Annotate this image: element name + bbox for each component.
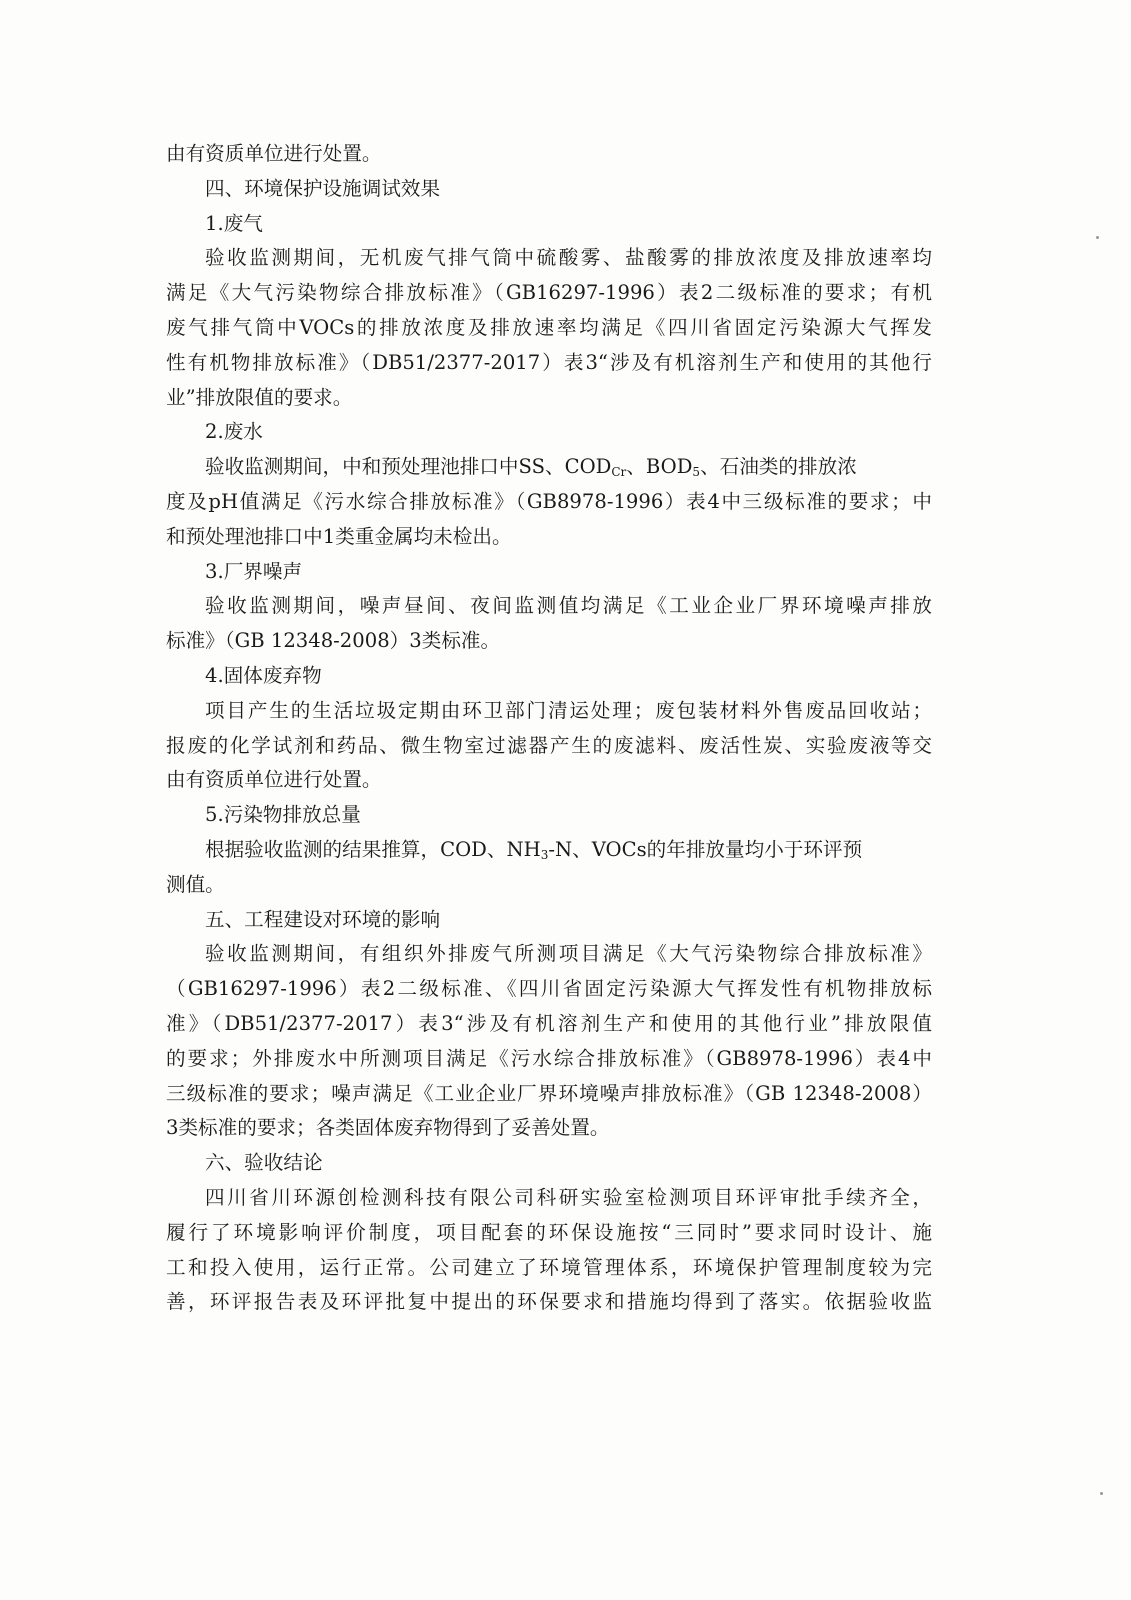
section-heading: 六、验收结论 <box>205 1151 323 1175</box>
text-line: 验收监测期间，有组织外排废气所测项目满足《大气污染物综合排放标准》 <box>205 942 932 966</box>
subscript: 3 <box>540 847 549 862</box>
text-line: 准》（DB51/2377-2017）表3“涉及有机溶剂生产和使用的其他行业”排放限值 <box>166 1011 932 1035</box>
text-line: 满足《大气污染物综合排放标准》（GB16297-1996）表2二级标准的要求；有机 <box>166 281 932 305</box>
section-heading: 五、工程建设对环境的影响 <box>205 907 441 931</box>
text-line: （GB16297-1996）表2二级标准、《四川省固定污染源大气挥发性有机物排放标 <box>166 977 932 1001</box>
subsection-heading: 2.废水 <box>205 420 263 444</box>
text-line: 工和投入使用，运行正常。公司建立了环境管理体系，环境保护管理制度较为完 <box>166 1255 932 1279</box>
text-line: 四川省川环源创检测科技有限公司科研实验室检测项目环评审批手续齐全， <box>205 1185 932 1209</box>
text-line: 3类标准的要求；各类固体废弃物得到了妥善处置。 <box>166 1116 610 1140</box>
section-heading: 四、环境保护设施调试效果 <box>205 176 441 200</box>
subscript: 5 <box>692 465 701 480</box>
text-fragment: 验收监测期间，中和预处理池排口中SS、COD <box>205 455 612 479</box>
text-line: 由有资质单位进行处置。 <box>166 768 382 792</box>
subsection-heading: 1.废气 <box>205 211 263 235</box>
text-fragment: 、BOD <box>626 455 693 479</box>
text-line <box>166 450 932 485</box>
text-line: 验收监测期间，无机废气排气筒中硫酸雾、盐酸雾的排放浓度及排放速率均 <box>205 246 932 270</box>
subsection-heading: 5.污染物排放总量 <box>205 803 361 827</box>
text-line: 的要求；外排废水中所测项目满足《污水综合排放标准》（GB8978-1996）表4中 <box>166 1046 932 1070</box>
text-line: 项目产生的生活垃圾定期由环卫部门清运处理；废包装材料外售废品回收站； <box>205 698 932 722</box>
text-line: 报废的化学试剂和药品、微生物室过滤器产生的废滤料、废活性炭、实验废液等交 <box>166 733 932 757</box>
text-fragment: 、石油类的排放浓 <box>700 455 857 479</box>
text-line: 测值。 <box>166 872 225 896</box>
document-body <box>166 137 932 1320</box>
text-fragment: -N、VOCs的年排放量均小于环评预 <box>548 837 863 861</box>
scan-speck <box>1100 1492 1103 1495</box>
text-line: 由有资质单位进行处置。 <box>166 142 382 165</box>
text-line: 废气排气筒中VOCs的排放浓度及排放速率均满足《四川省固定污染源大气挥发 <box>166 315 932 339</box>
text-line: 性有机物排放标准》（DB51/2377-2017）表3“涉及有机溶剂生产和使用的其他行 <box>166 350 932 374</box>
text-line: 业”排放限值的要求。 <box>166 385 353 409</box>
text-line: 度及pH值满足《污水综合排放标准》（GB8978-1996）表4中三级标准的要求；中 <box>166 489 932 513</box>
text-line: 善，环评报告表及环评批复中提出的环保要求和措施均得到了落实。依据验收监 <box>166 1290 932 1314</box>
scan-speck <box>1096 236 1099 239</box>
text-line: 履行了环境影响评价制度，项目配套的环保设施按“三同时”要求同时设计、施 <box>166 1220 932 1244</box>
text-line: 标准》（GB 12348-2008）3类标准。 <box>166 629 501 653</box>
text-fragment: 根据验收监测的结果推算，COD、NH <box>205 837 541 861</box>
text-line: 三级标准的要求；噪声满足《工业企业厂界环境噪声排放标准》（GB 12348-2008） <box>166 1081 932 1105</box>
text-line: 和预处理池排口中1类重金属均未检出。 <box>166 524 512 548</box>
text-line: 验收监测期间，噪声昼间、夜间监测值均满足《工业企业厂界环境噪声排放 <box>205 594 932 618</box>
subsection-heading: 4.固体废弃物 <box>205 663 322 687</box>
subscript: Cr <box>611 465 627 480</box>
text-line <box>166 833 932 868</box>
subsection-heading: 3.厂界噪声 <box>205 559 303 583</box>
